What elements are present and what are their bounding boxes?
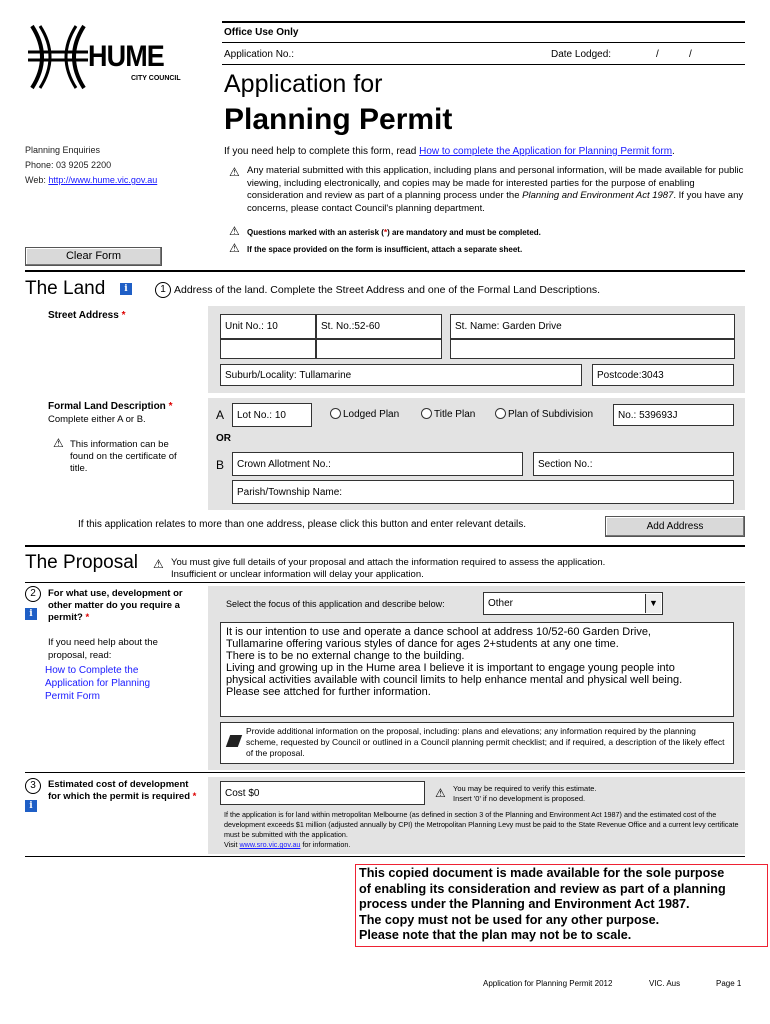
stamp-line: process under the Planning and Environment Act 1987. (359, 897, 690, 911)
required-star: * (168, 401, 173, 412)
footer-state: VIC. Aus (649, 979, 681, 988)
stamp-line: Please note that the plan may not be to scale. (359, 928, 632, 942)
suburb-label: Suburb/Locality: (225, 370, 297, 381)
q3-divider (25, 772, 745, 773)
proposal-warning-1: You must give full details of your proposal and attach the information required to assess the application. (171, 557, 606, 568)
proposal-warning-2: Insufficient or unclear information will delay your application. (171, 569, 424, 580)
office-divider (222, 42, 745, 43)
contact-block (25, 143, 157, 188)
proposal-rule (25, 545, 745, 547)
formal-land-label (48, 401, 172, 412)
description-line: It is our intention to use and operate a dance school at address 10/52-60 Garden Drive, (226, 626, 651, 638)
plan-no-value: 539693J (639, 410, 678, 421)
radio-icon (330, 408, 341, 419)
additional-info-text: Provide additional information on the proposal, including: plans and elevations; any information required by the planning scheme, requested by Council or outlined in a Council planning permit checklist; and if required, a description of the likely effect of the proposal. (246, 726, 725, 758)
asterisk-post: ) are mandatory and must be completed. (387, 228, 541, 237)
asterisk-notice (247, 228, 541, 237)
levy-text: If the application is for land within metropolitan Melbourne (as defined in section 3 of the Planning and Environment Act 1987) and the estimated cost of the development exceeds $1 million (adjusted annually by CPI) the Metropolitan Planning Levy must be paid to the State Revenue Office and a current levy certificate must be submitted with the application. (224, 810, 739, 839)
lot-value: 10 (274, 410, 286, 421)
lodged-plan-label: Lodged Plan (343, 409, 400, 420)
step-1-icon: 1 (155, 282, 171, 298)
street-no-label: St. No.: (321, 321, 355, 332)
suburb-value: Tullamarine (299, 370, 352, 381)
unit-field-2[interactable] (220, 339, 316, 359)
add-address-button[interactable]: Add Address (605, 516, 745, 537)
step-2-icon: 2 (25, 586, 41, 602)
phone-text: Phone: 03 9205 2200 (25, 160, 112, 170)
or-label: OR (216, 433, 231, 444)
office-bottom-rule (222, 64, 745, 65)
focus-select[interactable] (483, 592, 663, 615)
warning-icon: ⚠ (435, 786, 446, 800)
stamp-line: of enabling its consideration and review as part of a planning (359, 881, 726, 896)
help-post: . (672, 146, 675, 157)
street-name-value: Garden Drive (502, 321, 562, 332)
formal-sub: Complete either A or B. (48, 414, 146, 425)
step-3-icon: 3 (25, 778, 41, 794)
street-name-label: St. Name: (455, 321, 500, 332)
enquiries-label: Planning Enquiries (25, 145, 101, 155)
application-no-label: Application No.: (224, 49, 295, 60)
street-name-field-2[interactable] (450, 339, 735, 359)
lot-label: Lot No.: (237, 410, 273, 421)
info-icon[interactable]: i (120, 283, 132, 295)
land-rule (25, 270, 745, 272)
privacy-end: . If you have any concerns, please contact Council's planning department. (247, 190, 744, 214)
question-3-text: Estimated cost of development for which the permit is required (48, 779, 190, 802)
warning-icon: ⚠ (153, 557, 164, 571)
unit-field[interactable] (220, 314, 316, 339)
web-label: Web: (25, 175, 46, 185)
help-pre: If you need help to complete this form, read (224, 146, 417, 157)
description-line: There is to be no external change to the building. (226, 650, 465, 662)
logo-mark-icon (26, 22, 88, 92)
clear-form-button[interactable]: Clear Form (25, 247, 162, 266)
office-title: Office Use Only (224, 27, 299, 38)
description-line: physical activities available with council limits to help enhance mental and physical well being. (226, 674, 683, 686)
pencil-icon (226, 735, 242, 747)
office-top-rule (222, 21, 745, 23)
help-line (224, 146, 675, 157)
proposal-divider (25, 582, 745, 583)
lot-no-field[interactable] (232, 403, 312, 427)
visit-post: for information. (302, 840, 351, 849)
description-line: Please see attched for further information. (226, 686, 431, 698)
levy-note (224, 810, 739, 850)
proposal-help-link[interactable]: How to Complete the Application for Planning Permit Form (45, 665, 151, 702)
copy-notice-stamp (355, 864, 768, 947)
date-lodged-label: Date Lodged: (551, 49, 612, 60)
dropdown-arrow-icon[interactable]: ▼ (645, 594, 661, 613)
certificate-note: This information can be found on the certificate of title. (70, 439, 177, 474)
web-link[interactable]: http://www.hume.vic.gov.au (48, 175, 158, 185)
title-plan-label: Title Plan (434, 409, 476, 420)
street-no-field-2[interactable] (316, 339, 442, 359)
verify-note (453, 784, 597, 804)
logo-sub: CITY COUNCIL (131, 75, 181, 82)
required-star: * (121, 310, 126, 321)
crown-allotment-field[interactable]: Crown Allotment No.: (232, 452, 523, 476)
privacy-text: Any material submitted with this application, including plans and personal information, will be made available for public viewing, including electronically, and copies may be made for interested parties for the purpose of enabling consideration and review as part of a planning process under the (247, 165, 744, 201)
space-notice: If the space provided on the form is insufficient, attach a separate sheet. (247, 245, 523, 254)
help-link[interactable]: How to complete the Application for Planning Permit form (419, 146, 673, 157)
proposal-help: If you need help about the proposal, read: (48, 637, 158, 661)
page-title: Planning Permit (224, 103, 453, 136)
date-slash-2: / (689, 49, 692, 60)
formal-label-text: Formal Land Description (48, 401, 166, 412)
street-address-label (48, 310, 125, 321)
hume-logo (26, 22, 186, 92)
privacy-notice (247, 165, 745, 215)
date-slash-1: / (656, 49, 659, 60)
focus-label: Select the focus of this application and describe below: (226, 599, 445, 609)
title-plan-radio[interactable] (421, 408, 475, 420)
cost-field[interactable]: Cost $0 (220, 781, 425, 805)
plan-no-field[interactable] (613, 404, 734, 426)
parish-field[interactable]: Parish/Township Name: (232, 480, 734, 504)
lodged-plan-radio[interactable] (330, 408, 399, 420)
logo-name: HUME (88, 40, 164, 73)
footer-page: Page 1 (716, 979, 742, 988)
info-icon[interactable]: i (25, 800, 37, 812)
land-heading: The Land (25, 278, 106, 299)
street-label-text: Street Address (48, 310, 119, 321)
plan-no-label: No.: (618, 410, 637, 421)
asterisk-pre: Questions marked with an asterisk ( (247, 228, 384, 237)
warning-icon: ⚠ (229, 224, 240, 238)
option-a-label: A (216, 408, 225, 422)
street-no-field[interactable] (316, 314, 442, 339)
footer-form-name: Application for Planning Permit 2012 (483, 979, 613, 988)
required-star: * (85, 612, 90, 623)
description-line: Tullamarine offering various styles of dance for ages 2+students at any one time. (226, 638, 619, 650)
title-line1: Application for (224, 70, 383, 98)
additional-info-box (220, 722, 734, 764)
postcode-value: 3043 (641, 370, 664, 381)
unit-value: 10 (266, 321, 278, 332)
stamp-line: The copy must not be used for any other purpose. (359, 912, 660, 927)
unit-label: Unit No.: (225, 321, 264, 332)
question-2-text: For what use, development or other matter do you require a permit? (48, 588, 183, 623)
land-instructions: Address of the land. Complete the Street Address and one of the Formal Land Descriptions. (174, 284, 601, 296)
subdivision-label: Plan of Subdivision (508, 409, 594, 420)
question-2 (48, 588, 198, 624)
postcode-label: Postcode: (597, 370, 642, 381)
asterisk-star: * (383, 228, 388, 237)
street-no-value: 52-60 (354, 321, 380, 332)
sro-link[interactable]: www.sro.vic.gov.au (239, 840, 301, 849)
stamp-line: This copied document is made available for the sole purpose (359, 866, 725, 880)
proposal-description[interactable] (220, 622, 734, 717)
proposal-warning (171, 557, 605, 581)
required-star: * (192, 791, 197, 802)
question-3 (48, 779, 198, 803)
multi-address-text: If this application relates to more than one address, please click this button and enter relevant details. (78, 519, 527, 530)
visit-pre: Visit (224, 840, 238, 849)
verify-line-1: You may be required to verify this estimate. (453, 784, 597, 793)
postcode-field[interactable] (592, 364, 734, 386)
focus-value: Other (488, 598, 514, 609)
radio-icon (421, 408, 432, 419)
warning-icon: ⚠ (229, 241, 240, 255)
description-line: Living and growing up in the Hume area I believe it is important to engage young people into (226, 662, 675, 674)
plan-of-subdivision-radio[interactable] (495, 408, 593, 420)
proposal-heading: The Proposal (25, 552, 139, 573)
suburb-field[interactable] (220, 364, 582, 386)
warning-icon: ⚠ (229, 165, 240, 179)
section-no-field[interactable]: Section No.: (533, 452, 734, 476)
option-b-label: B (216, 458, 225, 472)
radio-icon (495, 408, 506, 419)
verify-line-2: Insert '0' if no development is proposed. (453, 794, 586, 803)
warning-icon: ⚠ (53, 436, 64, 450)
street-name-field[interactable] (450, 314, 735, 339)
privacy-act: Planning and Environment Act 1987 (522, 190, 674, 201)
info-icon[interactable]: i (25, 608, 37, 620)
proposal-bottom-rule (25, 856, 745, 857)
